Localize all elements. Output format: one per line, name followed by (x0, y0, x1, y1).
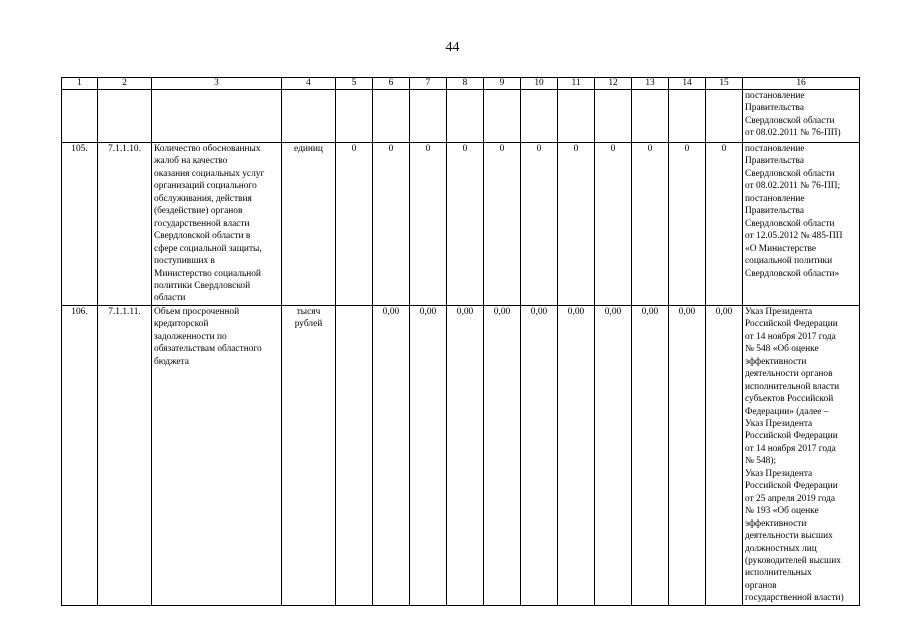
value-cell: 0 (373, 143, 410, 306)
value-cell: 0,00 (632, 305, 669, 605)
value-cell: 0,00 (595, 305, 632, 605)
value-cell (706, 90, 743, 143)
value-cell (336, 90, 373, 143)
legal-basis: Указ Президента Российской Федерации от 14 ноября 2017 года № 548 «Об оценке эффективности деятельности органов исполнительной власти субъектов Российской Федерации» (далее – Указ Президента Российской Федерации от 14 ноября 2017 года № 548); Указ Президента Российской Федерации от 25 апреля 2019 года № 193 «Об оценке эффективности деятельности высших должностных лиц (руководителей высших исполнительных органов государственной власти) (743, 305, 860, 605)
unit-of-measure: тысяч рублей (282, 305, 336, 605)
value-cell: 0 (521, 143, 558, 306)
header-cell: 16 (743, 78, 860, 90)
value-cell (447, 90, 484, 143)
value-cell (410, 90, 447, 143)
value-cell (336, 305, 373, 605)
header-cell: 2 (98, 78, 152, 90)
header-cell: 4 (282, 78, 336, 90)
header-cell: 10 (521, 78, 558, 90)
row-number: 106. (62, 305, 98, 605)
value-cell: 0 (447, 143, 484, 306)
legal-basis: постановление Правительства Свердловской области от 08.02.2011 № 76-ПП) (743, 90, 860, 143)
value-cell (484, 90, 521, 143)
value-cell (521, 90, 558, 143)
indicator-code: 7.1.1.11. (98, 305, 152, 605)
header-row (62, 78, 860, 90)
indicator-name: Объем просроченной кредиторской задолженности по обязательствам областного бюджета (152, 305, 282, 605)
legal-basis: постановление Правительства Свердловской области от 08.02.2011 № 76-ПП; постановление Правительства Свердловской области от 12.05.2012 № 485-ПП «О Министерстве социальной политики Свердловской области» (743, 143, 860, 306)
indicator-name (152, 90, 282, 143)
indicator-name: Количество обоснованных жалоб на качество оказания социальных услуг организаций социального обслуживания, действия (бездействие) органов государственной власти Свердловской области в сфере социальной защиты, поступивших в Министерство социальной политики Свердловской области (152, 143, 282, 306)
table-row (62, 305, 860, 605)
header-cell: 6 (373, 78, 410, 90)
header-cell: 5 (336, 78, 373, 90)
value-cell: 0 (558, 143, 595, 306)
table-row (62, 90, 860, 143)
value-cell (595, 90, 632, 143)
unit-of-measure (282, 90, 336, 143)
value-cell: 0 (706, 143, 743, 306)
indicator-code (98, 90, 152, 143)
row-number: 105. (62, 143, 98, 306)
value-cell: 0 (669, 143, 706, 306)
value-cell: 0 (410, 143, 447, 306)
header-cell: 3 (152, 78, 282, 90)
value-cell: 0,00 (373, 305, 410, 605)
header-cell: 12 (595, 78, 632, 90)
header-cell: 13 (632, 78, 669, 90)
indicator-code: 7.1.1.10. (98, 143, 152, 306)
page-number: 44 (445, 40, 460, 55)
header-cell: 8 (447, 78, 484, 90)
value-cell (373, 90, 410, 143)
value-cell: 0,00 (558, 305, 595, 605)
value-cell (669, 90, 706, 143)
header-cell: 14 (669, 78, 706, 90)
header-cell: 9 (484, 78, 521, 90)
value-cell: 0 (632, 143, 669, 306)
value-cell: 0,00 (521, 305, 558, 605)
value-cell: 0,00 (447, 305, 484, 605)
value-cell: 0 (336, 143, 373, 306)
value-cell: 0,00 (669, 305, 706, 605)
header-cell: 1 (62, 78, 98, 90)
unit-of-measure: единиц (282, 143, 336, 306)
indicators-table (61, 77, 860, 606)
table-row (62, 143, 860, 306)
value-cell (632, 90, 669, 143)
value-cell: 0 (484, 143, 521, 306)
value-cell: 0,00 (706, 305, 743, 605)
header-cell: 7 (410, 78, 447, 90)
header-cell: 15 (706, 78, 743, 90)
value-cell: 0,00 (484, 305, 521, 605)
value-cell: 0,00 (410, 305, 447, 605)
row-number (62, 90, 98, 143)
value-cell: 0 (595, 143, 632, 306)
header-cell: 11 (558, 78, 595, 90)
value-cell (558, 90, 595, 143)
